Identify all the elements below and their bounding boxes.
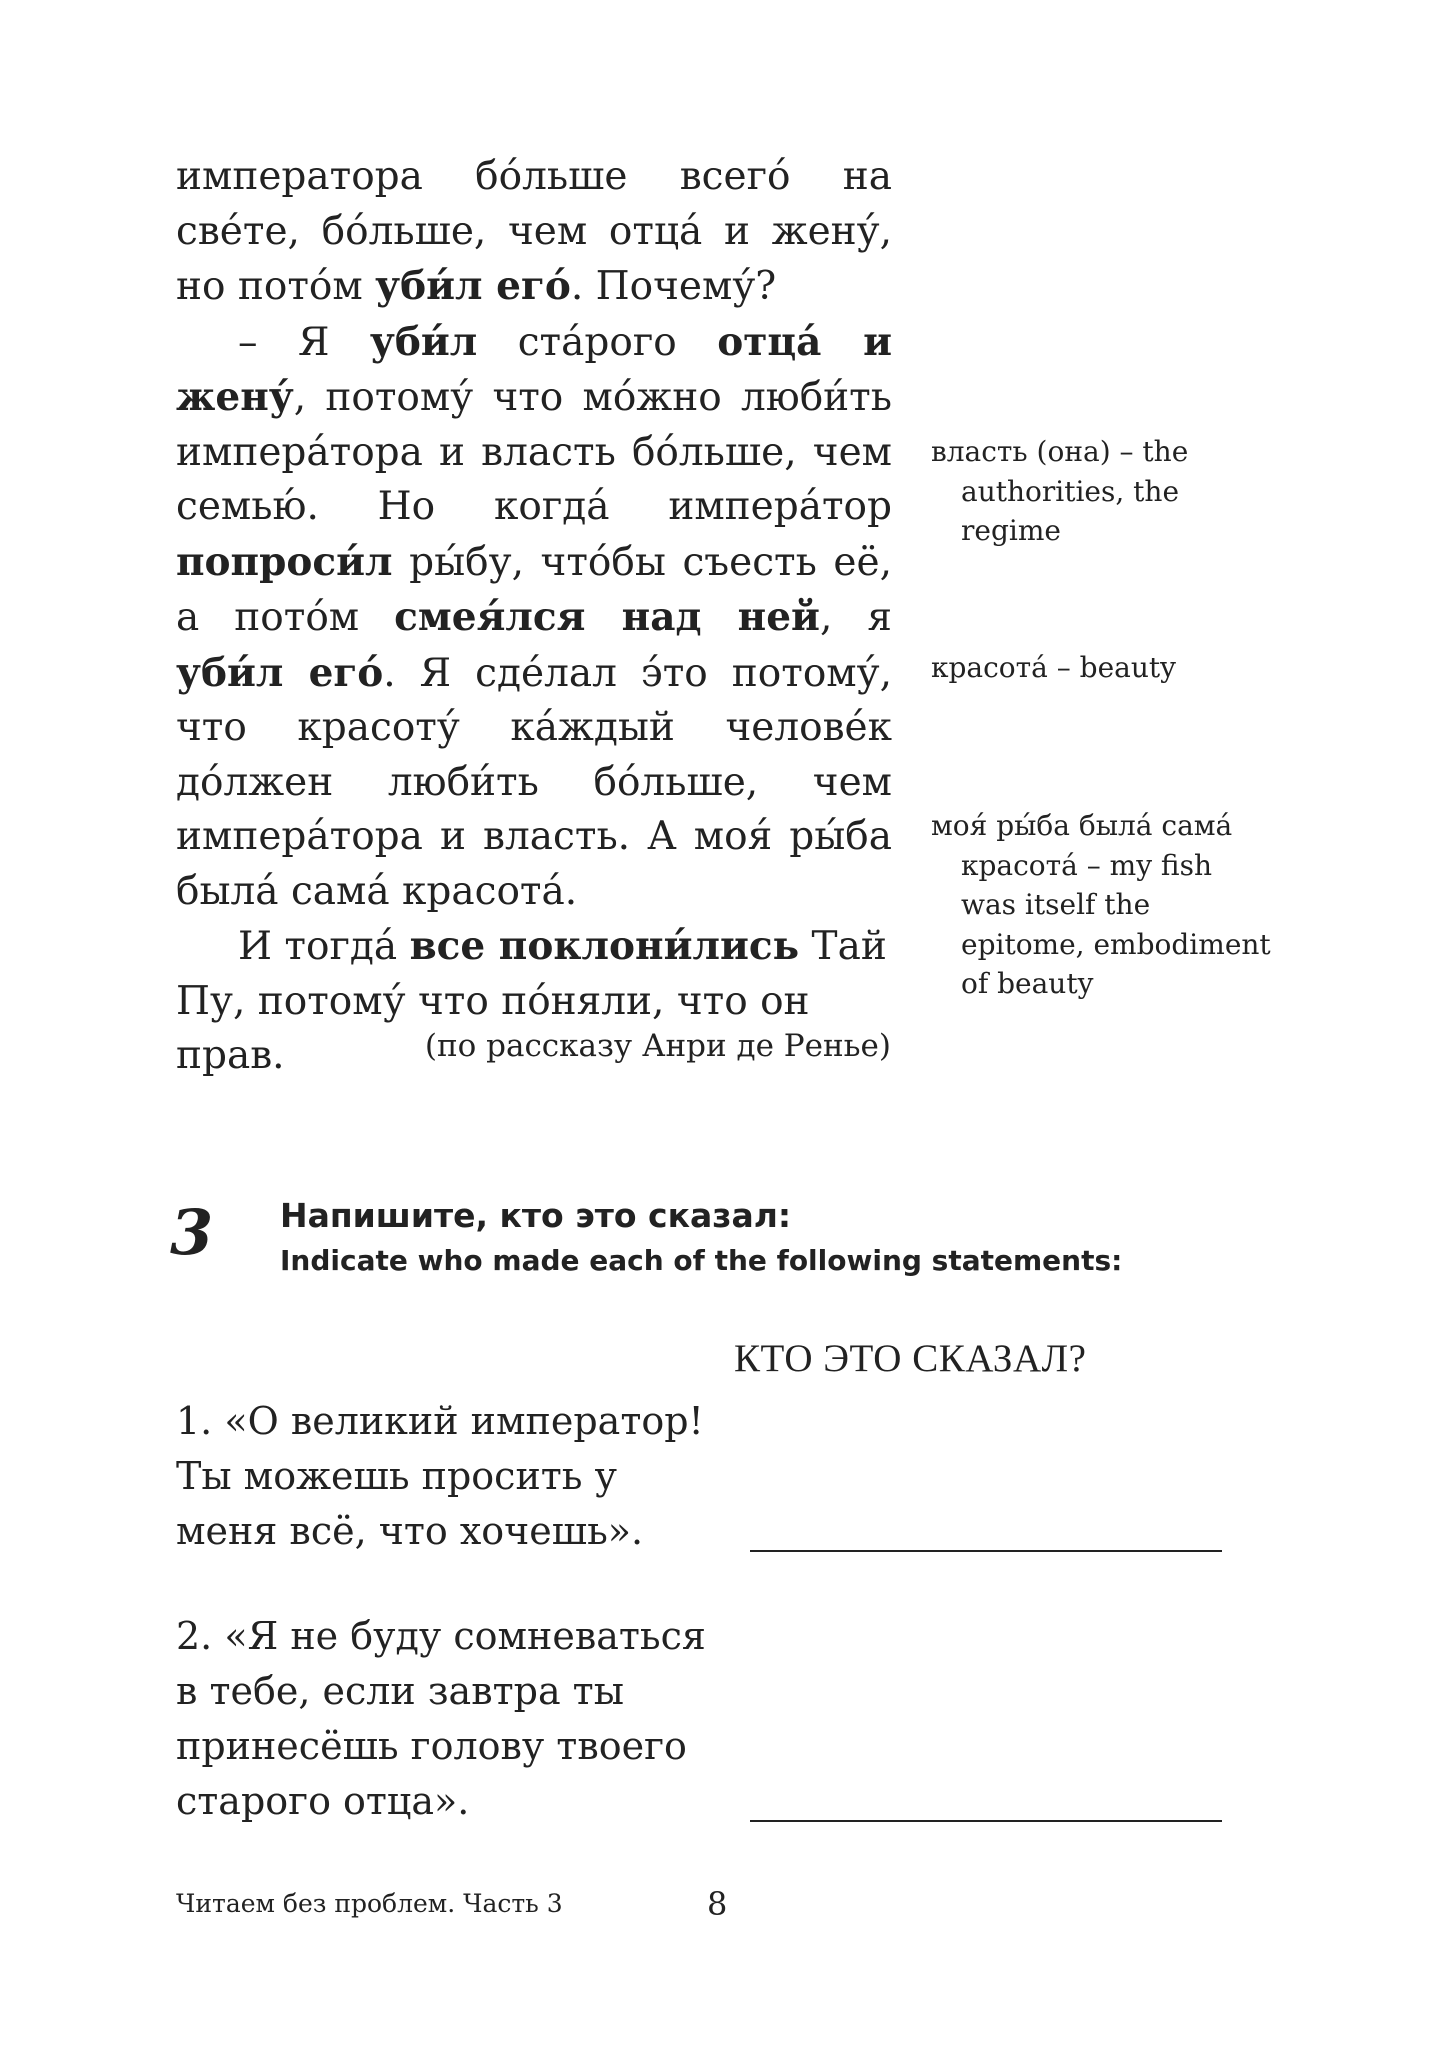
story-bold-span: уби́л [369,318,478,365]
gloss-text: власть (она) – the authorities, the regime [931,435,1189,547]
story-text-span: . Я сде́лал э́то потому́, что красоту́ ка́ждый челове́к до́лжен люби́ть бо́льше, чем импера́тора и власть. А моя́ ры́ба была́ сама́ красота́. [176,650,892,914]
gloss-text: красота́ – beauty [931,651,1176,684]
gloss-moya-ryba [931,806,1271,1004]
footer-book-title: Читаем без проблем. Часть 3 [176,1889,563,1918]
story-paragraph-1 [176,150,892,315]
exercise-item-1: 1. «О великий император! Ты можешь просить у меня всё, что хочешь». [176,1399,704,1553]
story-bold-span: смея́лся над ней [394,594,820,640]
answer-line-2[interactable] [750,1820,1222,1822]
exercise-number: 3 [170,1196,214,1269]
story-text-span: , потому́ что мо́жно люби́ть импера́тора и власть бо́льше, чем семью́. Но когда́ импера́тор [176,375,892,529]
story-text-span: ста́рого [477,319,718,365]
story-paragraph-2 [176,315,892,920]
page-number: 8 [707,1885,728,1923]
story-text [176,150,892,1084]
gloss-vlast [931,432,1271,551]
exercise-subtitle: Indicate who made each of the following statements: [280,1244,1123,1277]
gloss-text: моя́ ры́ба была́ сама́ красота́ – my fish was itself the epitome, embodiment of beauty [931,809,1271,1000]
story-text-span: . Почему́? [570,264,777,309]
exercise-item-2: 2. «Я не буду сомневаться в тебе, если завтра ты принесёшь голову твоего старого отца». [176,1614,706,1823]
story-text-span: императора бо́льше всего́ на све́те, бо́льше, чем отца́ и жену́, но пото́м [176,154,892,309]
story-bold-span: все поклони́лись [409,923,800,969]
story-text-span: Тай Пу, потому́ что по́няли, что он прав. [176,924,887,1078]
answer-line-1[interactable] [750,1550,1222,1552]
story-bold-span: уби́л его́ [375,263,571,309]
story-text-span: , я [819,595,892,640]
story-bold-span: отца́ и жену́ [176,318,892,420]
story-bold-span: уби́л его́ [176,649,384,696]
story-text-span: И тогда́ [238,924,410,969]
exercise-title: Напишите, кто это сказал: [280,1196,792,1235]
story-bold-span: попроси́л [176,538,393,585]
story-text-span: ры́бу, что́бы съесть её, а пото́м [176,539,892,640]
answer-column-heading: КТО ЭТО СКАЗАЛ? [734,1337,1087,1380]
story-text-span: – Я [238,319,370,365]
gloss-krasota [931,648,1271,688]
story-credit: (по рассказу Анри де Ренье) [424,1028,891,1064]
